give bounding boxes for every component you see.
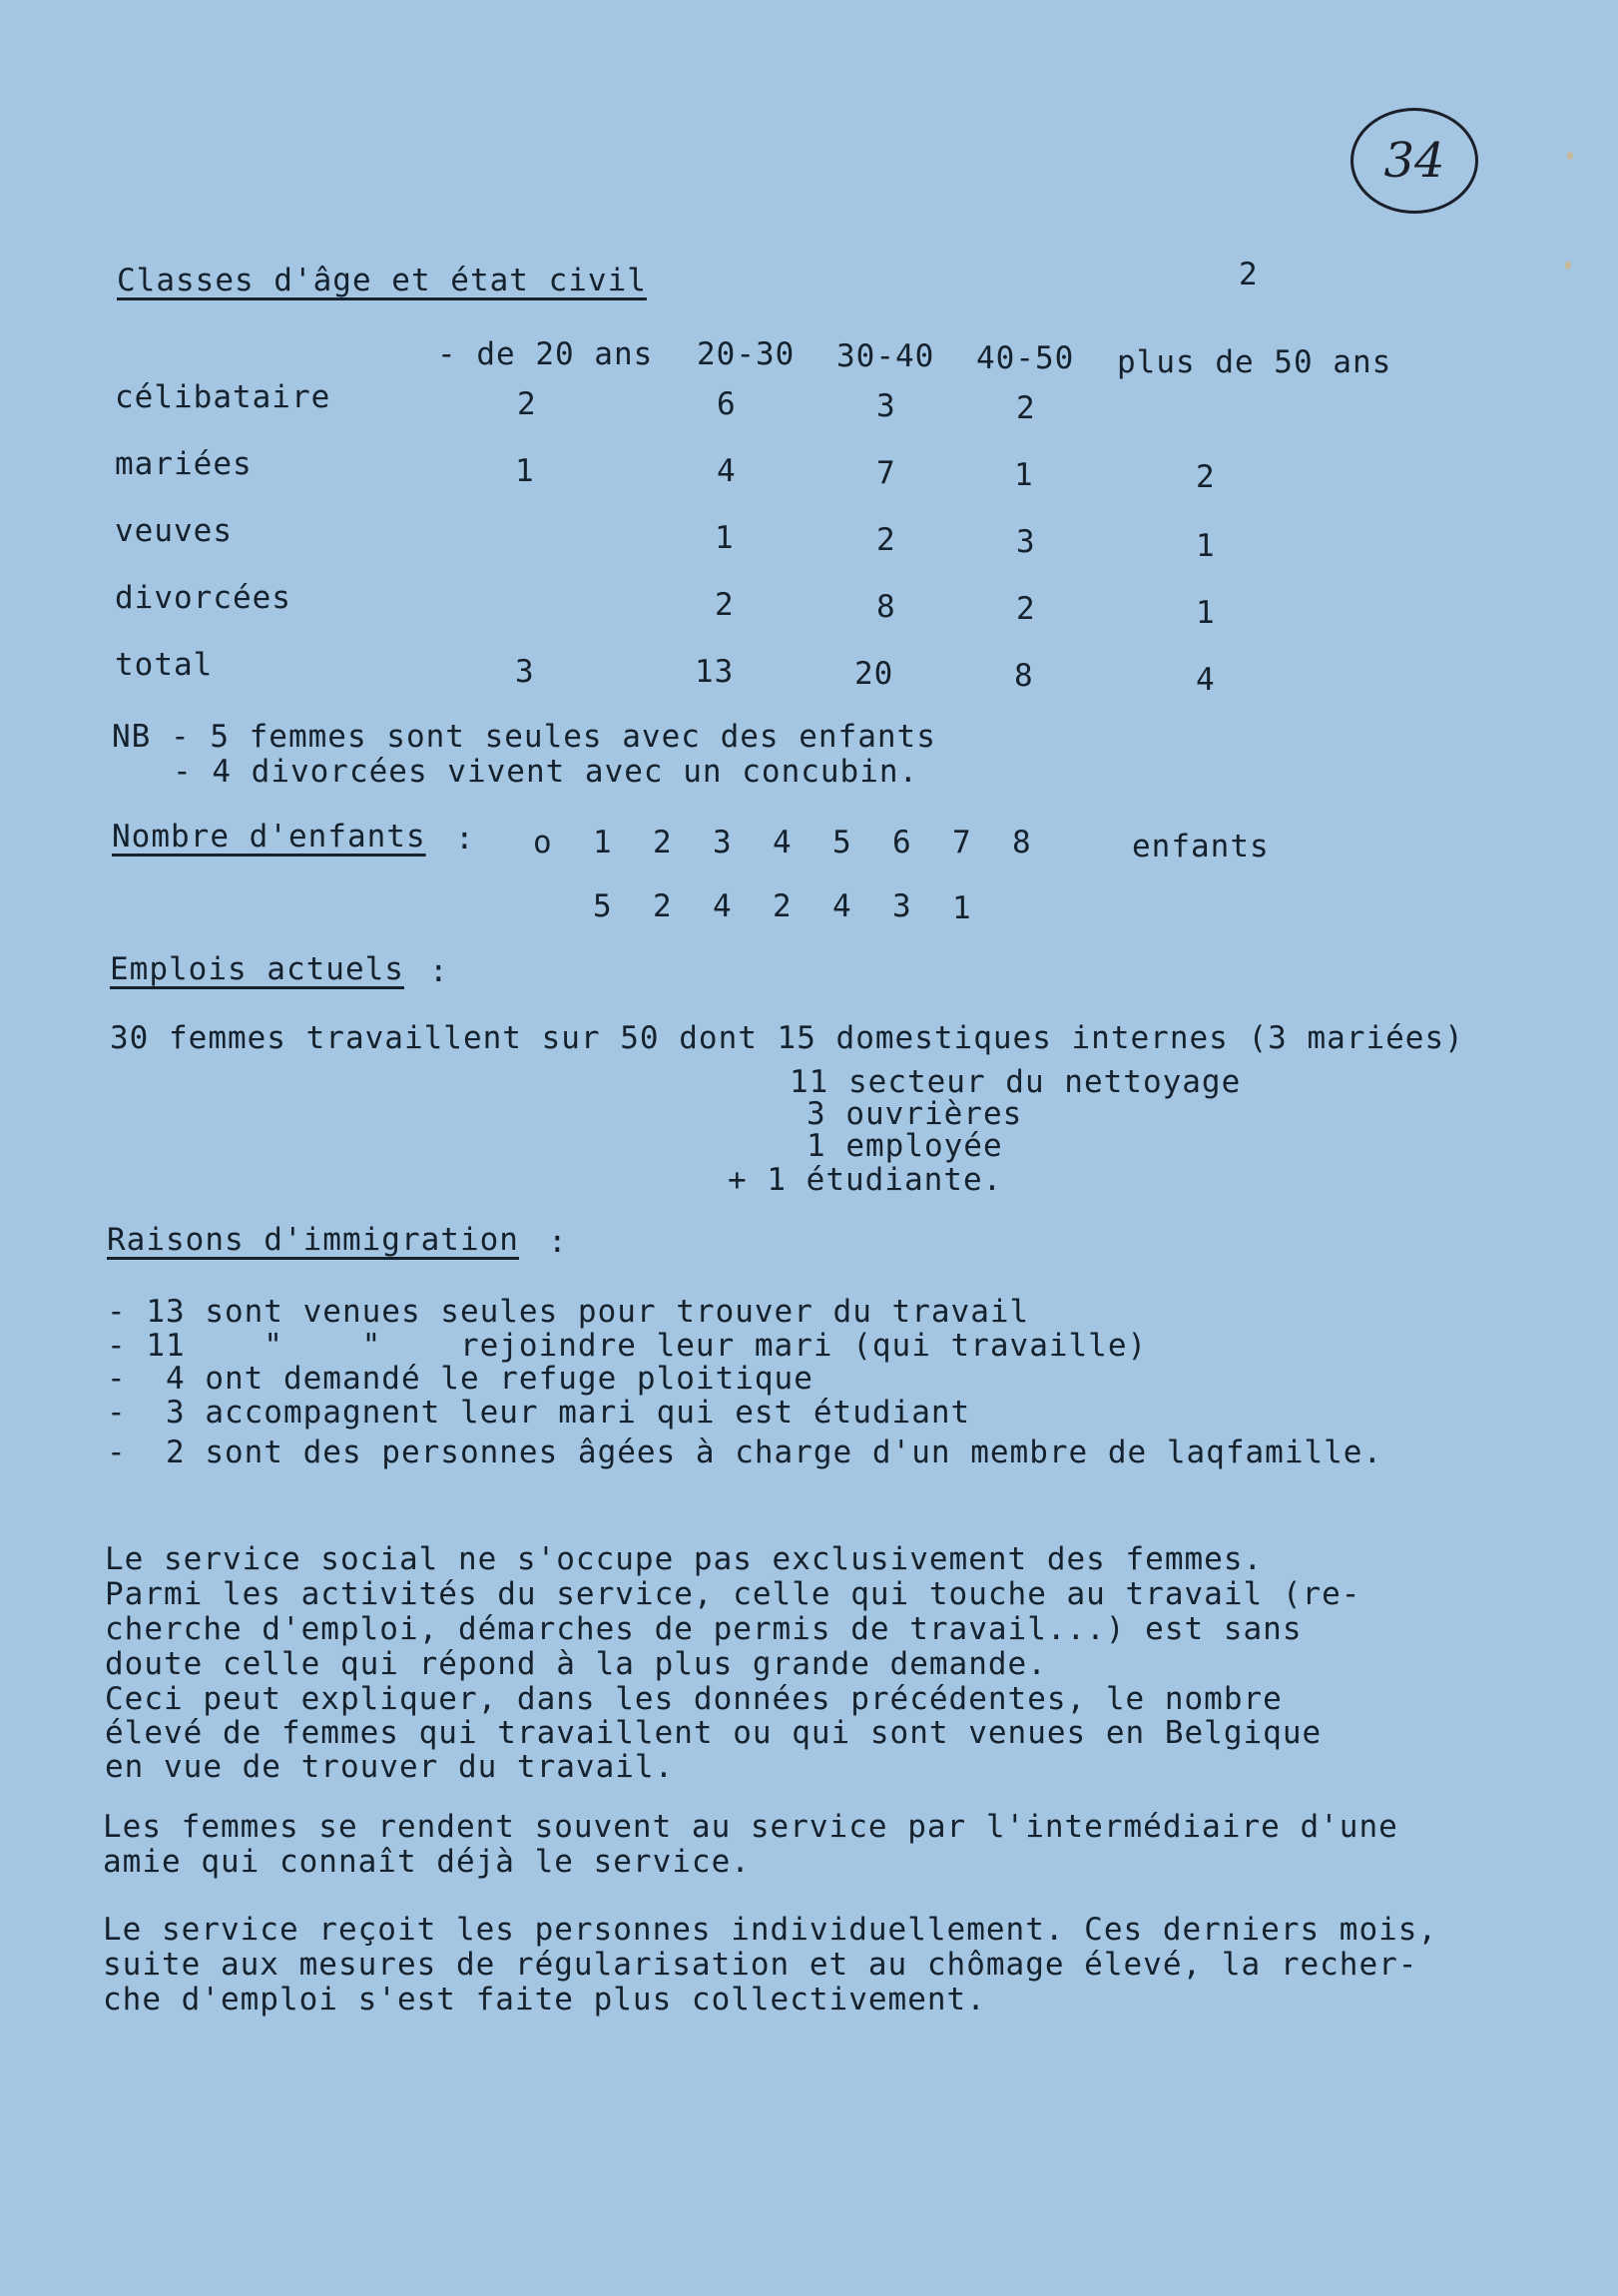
reason-item: - 11 " " rejoindre leur mari (qui travaille): [107, 1328, 1148, 1364]
jobs-line-1: 30 femmes travaillent sur 50 dont 15 domestiques internes (3 mariées): [110, 1020, 1464, 1056]
children-value: 1: [952, 890, 972, 926]
paragraph-line: cherche d'emploi, démarches de permis de travail...) est sans: [105, 1611, 1303, 1647]
jobs-section-title: Emplois actuels: [110, 951, 404, 987]
paragraph-line: élevé de femmes qui travaillent ou qui sont venues en Belgique: [105, 1715, 1323, 1751]
age-header-over-50: plus de 50 ans: [1117, 344, 1392, 380]
nb-note-line-1: NB - 5 femmes sont seules avec des enfants: [112, 719, 936, 755]
jobs-line-5: + 1 étudiante.: [728, 1162, 1003, 1198]
row-label-divorcees: divorcées: [115, 580, 291, 616]
children-count: 1: [593, 825, 613, 861]
children-title-colon: :: [455, 821, 475, 857]
paragraph-line: che d'emploi s'est faite plus collectivement.: [103, 1982, 986, 2017]
age-header-under-20: - de 20 ans: [437, 336, 654, 372]
cell: 2: [715, 587, 735, 623]
reason-item: - 13 sont venues seules pour trouver du travail: [107, 1294, 1030, 1330]
cell: 6: [717, 386, 737, 422]
children-value: 2: [773, 888, 793, 924]
paper-speck: [1565, 262, 1571, 270]
children-count: 2: [653, 825, 673, 861]
children-count: 4: [773, 825, 793, 861]
cell: 2: [1016, 390, 1036, 426]
reasons-title-colon: :: [548, 1224, 568, 1260]
children-value: 2: [653, 888, 673, 924]
paragraph-line: suite aux mesures de régularisation et au chômage élevé, la recher-: [103, 1947, 1418, 1983]
page-mark-circled: 34: [1350, 108, 1478, 214]
age-header-40-50: 40-50: [976, 340, 1075, 376]
nb-note-line-2: - 4 divorcées vivent avec un concubin.: [173, 754, 919, 790]
paragraph-line: Le service reçoit les personnes individuellement. Ces derniers mois,: [103, 1912, 1438, 1948]
reason-item: - 4 ont demandé le refuge ploitique: [107, 1361, 813, 1397]
paragraph-line: Ceci peut expliquer, dans les données précédentes, le nombre: [105, 1681, 1283, 1717]
cell: 7: [876, 455, 896, 491]
jobs-line-3: 3 ouvrières: [807, 1096, 1023, 1132]
reason-item: - 3 accompagnent leur mari qui est étudiant: [107, 1395, 971, 1431]
children-count: 6: [892, 825, 912, 861]
cell: 13: [695, 654, 735, 690]
children-count: 8: [1012, 825, 1032, 861]
children-unit: enfants: [1132, 829, 1270, 864]
paragraph-line: Les femmes se rendent souvent au service par l'intermédiaire d'une: [103, 1809, 1398, 1845]
children-value: 4: [832, 888, 852, 924]
paragraph-line: amie qui connaît déjà le service.: [103, 1844, 751, 1880]
cell: 2: [1196, 459, 1216, 495]
cell: 4: [717, 453, 737, 489]
age-section-title: Classes d'âge et état civil: [117, 263, 647, 298]
cell: 1: [1014, 457, 1034, 493]
children-count: 7: [952, 825, 972, 861]
cell: 8: [1014, 658, 1034, 694]
cell: 4: [1196, 662, 1216, 698]
cell: 3: [515, 654, 535, 690]
children-value: 3: [892, 888, 912, 924]
cell: 3: [1016, 524, 1036, 560]
cell: 1: [1196, 528, 1216, 564]
cell: 2: [517, 386, 537, 422]
row-label-total: total: [115, 647, 214, 683]
row-label-celibataire: célibataire: [115, 379, 331, 415]
children-value: 4: [713, 888, 733, 924]
reasons-section-title: Raisons d'immigration: [107, 1222, 519, 1258]
age-header-20-30: 20-30: [697, 336, 796, 372]
jobs-title-colon: :: [429, 953, 449, 989]
reason-item: - 2 sont des personnes âgées à charge d'un membre de laqfamille.: [107, 1435, 1383, 1470]
children-section-title: Nombre d'enfants: [112, 819, 426, 855]
children-count: 5: [832, 825, 852, 861]
cell: 1: [715, 520, 735, 556]
children-count: 3: [713, 825, 733, 861]
page-number: 2: [1239, 257, 1259, 292]
cell: 1: [1196, 595, 1216, 631]
age-header-30-40: 30-40: [836, 338, 935, 374]
cell: 8: [876, 589, 896, 625]
children-value: 5: [593, 888, 613, 924]
paragraph-line: Parmi les activités du service, celle qui touche au travail (re-: [105, 1576, 1361, 1612]
jobs-line-2: 11 secteur du nettoyage: [790, 1064, 1242, 1100]
row-label-mariees: mariées: [115, 446, 253, 482]
paragraph-line: en vue de trouver du travail.: [105, 1749, 675, 1785]
cell: 1: [515, 453, 535, 489]
cell: 3: [876, 388, 896, 424]
paragraph-line: doute celle qui répond à la plus grande demande.: [105, 1646, 1047, 1682]
paper-speck: [1567, 152, 1573, 160]
row-label-veuves: veuves: [115, 513, 233, 549]
children-count: o: [533, 825, 553, 861]
cell: 2: [1016, 591, 1036, 627]
cell: 2: [876, 522, 896, 558]
cell: 20: [854, 656, 894, 692]
jobs-line-4: 1 employée: [807, 1128, 1003, 1164]
paragraph-line: Le service social ne s'occupe pas exclusivement des femmes.: [105, 1541, 1264, 1577]
